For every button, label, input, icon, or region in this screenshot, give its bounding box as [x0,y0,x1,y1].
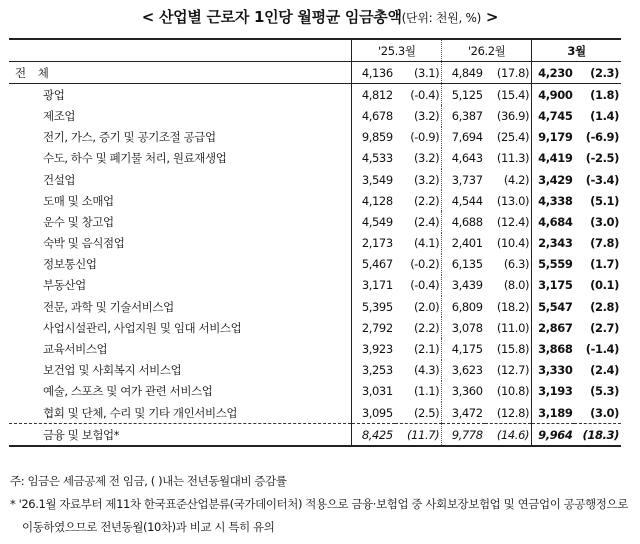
rate-cell: (11.7) [395,424,442,447]
value-cell: 3,330 [532,360,575,381]
rate-cell: (7.8) [590,236,619,251]
value-cell: 4,643 [451,151,483,166]
rate-cell: (-0.2) [395,254,442,275]
value-cell: 9,859 [361,130,393,145]
title-close: > [481,8,499,26]
rate-cell: (3.2) [395,169,442,190]
header-period-2: '26.2월 [442,39,532,62]
value-cell: 4,745 [532,105,575,126]
value-cell: 3,175 [532,275,575,296]
value-cell: 5,467 [361,257,393,272]
row-name: 도매 및 소매업 [9,190,352,211]
rate-cell: (1.8) [590,87,619,102]
row-name: 부동산업 [9,275,352,296]
rate-cell: (1.7) [590,257,619,272]
rate-cell: (15.4) [485,84,532,106]
row-name: 예술, 스포츠 및 여가 관련 서비스업 [9,381,352,402]
value-cell: 4,684 [532,211,575,232]
row-name: 운수 및 창고업 [9,211,352,232]
row-name: 숙박 및 음식점업 [9,233,352,254]
table-row [9,424,621,447]
rate-cell: (0.1) [590,278,619,293]
note-2: * '26.1월 자료부터 제11차 한국표준산업분류(국가데이터처) 적용으로 금융·보험업 중 사회보장보험업 및 연금업이 공공행정으로 이동하였으므로 전년동월(10차)과 비교 시 특히 유의 [10,497,628,534]
title-main: < 산업별 근로자 1인당 월평균 임금총액 [141,8,402,26]
rate-cell: (2.7) [590,320,619,335]
value-cell: 3,253 [361,363,393,378]
header-period-1: '25.3월 [352,39,442,62]
value-cell: 4,175 [451,342,483,357]
row-name: 정보통신업 [9,254,352,275]
value-cell: 3,360 [451,384,483,399]
row-name: 전기, 가스, 증기 및 공기조절 공급업 [9,127,352,148]
row-name: 제조업 [9,105,352,126]
value-cell: 3,439 [451,278,483,293]
rate-cell: (6.3) [485,254,532,275]
rate-cell: (5.1) [590,193,619,208]
value-cell: 7,694 [451,130,483,145]
value-cell: 4,688 [451,214,483,229]
rate-cell: (4.2) [485,169,532,190]
rate-cell: (2.3) [574,62,621,84]
rate-cell: (4.1) [395,233,442,254]
value-cell: 6,387 [451,108,483,123]
header-blank [9,39,352,62]
rate-cell: (12.8) [485,402,532,424]
value-cell: 5,125 [451,87,483,102]
rate-cell: (1.4) [590,108,619,123]
value-cell: 3,472 [451,405,483,420]
table-row [9,381,621,402]
rate-cell: (2.4) [590,363,619,378]
table-row [9,233,621,254]
value-cell: 3,095 [361,405,393,420]
rate-cell: (2.2) [395,317,442,338]
value-cell: 4,136 [352,62,395,84]
rate-cell: (2.1) [395,338,442,359]
rate-cell: (3.2) [395,105,442,126]
value-cell: 6,809 [451,299,483,314]
rate-cell: (18.3) [574,424,621,447]
row-name: 교육서비스업 [9,338,352,359]
rate-cell: (-2.5) [585,151,619,166]
rate-cell: (17.8) [485,62,532,84]
value-cell: 3,737 [451,172,483,187]
value-cell: 3,549 [361,172,393,187]
table-row [9,317,621,338]
table-row [9,211,621,232]
table-row [9,190,621,211]
value-cell: 9,778 [442,424,485,447]
value-cell: 2,867 [532,317,575,338]
rate-cell: (-6.9) [585,130,619,145]
rate-cell: (3.1) [395,62,442,84]
rate-cell: (-0.4) [395,84,442,106]
table-row [9,402,621,424]
value-cell: 5,547 [532,296,575,317]
rate-cell: (8.0) [485,275,532,296]
value-cell: 4,549 [361,214,393,229]
rate-cell: (3.2) [395,148,442,169]
table-row [9,360,621,381]
rate-cell: (13.0) [485,190,532,211]
rate-cell: (-0.9) [395,127,442,148]
value-cell: 4,128 [361,193,393,208]
value-cell: 3,031 [361,384,393,399]
row-name: 사업시설관리, 사업지원 및 임대 서비스업 [9,317,352,338]
row-name: 금융 및 보험업* [9,424,352,447]
row-name: 보건업 및 사회복지 서비스업 [9,360,352,381]
table-row [9,148,621,169]
rate-cell: (15.8) [485,338,532,359]
value-cell: 4,544 [451,193,483,208]
table-row [9,275,621,296]
value-cell: 4,812 [361,87,393,102]
row-name: 수도, 하수 및 폐기물 처리, 원료재생업 [9,148,352,169]
rate-cell: (4.3) [395,360,442,381]
rate-cell: (2.0) [395,296,442,317]
rate-cell: (12.4) [485,211,532,232]
title-unit: (단위: 천원, %) [401,11,481,25]
rate-cell: (-0.4) [395,275,442,296]
rate-cell: (5.3) [590,384,619,399]
value-cell: 4,900 [532,84,575,106]
table-row [9,254,621,275]
value-cell: 3,868 [532,338,575,359]
rate-cell: (10.8) [485,381,532,402]
value-cell: 2,792 [361,320,393,335]
value-cell: 2,343 [532,233,575,254]
row-name: 협회 및 단체, 수리 및 기타 개인서비스업 [9,402,352,424]
value-cell: 5,559 [532,254,575,275]
rate-cell: (2.5) [395,402,442,424]
value-cell: 9,179 [532,127,575,148]
header-row [9,39,621,62]
rate-cell: (11.3) [485,148,532,169]
rate-cell: (10.4) [485,233,532,254]
table-row [9,296,621,317]
rate-cell: (11.0) [485,317,532,338]
page-title [0,6,640,27]
value-cell: 4,849 [442,62,485,84]
value-cell: 3,193 [532,381,575,402]
header-period-3: 3월 [532,39,621,62]
value-cell: 2,173 [361,236,393,251]
value-cell: 9,964 [532,424,575,447]
value-cell: 3,623 [451,363,483,378]
rate-cell: (3.0) [590,405,619,420]
value-cell: 4,338 [532,190,575,211]
row-name: 광업 [9,84,352,106]
value-cell: 3,429 [532,169,575,190]
rate-cell: (36.9) [485,105,532,126]
rate-cell: (3.0) [590,214,619,229]
rate-cell: (2.2) [395,190,442,211]
value-cell: 3,078 [451,320,483,335]
value-cell: 3,189 [532,402,575,424]
table-row [9,169,621,190]
row-name: 건설업 [9,169,352,190]
table-row [9,105,621,126]
table-row [9,127,621,148]
table-row [9,84,621,106]
value-cell: 5,395 [361,299,393,314]
value-cell: 8,425 [352,424,395,447]
value-cell: 3,171 [361,278,393,293]
wage-table [9,38,621,447]
rate-cell: (12.7) [485,360,532,381]
row-name: 전문, 과학 및 기술서비스업 [9,296,352,317]
row-name: 전 체 [9,62,352,84]
value-cell: 3,923 [361,342,393,357]
value-cell: 4,230 [532,62,575,84]
notes [10,470,630,539]
rate-cell: (2.4) [395,211,442,232]
rate-cell: (18.2) [485,296,532,317]
note-1: 주: 임금은 세금공제 전 임금, ( )내는 전년동월대비 증감률 [10,474,287,488]
rate-cell: (2.8) [590,299,619,314]
rate-cell: (-3.4) [585,172,619,187]
value-cell: 4,678 [361,108,393,123]
table-row-total [9,62,621,84]
rate-cell: (-1.4) [585,342,619,357]
rate-cell: (25.4) [485,127,532,148]
value-cell: 4,419 [532,148,575,169]
value-cell: 4,533 [361,151,393,166]
value-cell: 2,401 [451,236,483,251]
rate-cell: (14.6) [485,424,532,447]
rate-cell: (1.1) [395,381,442,402]
value-cell: 6,135 [451,257,483,272]
table-row [9,338,621,359]
